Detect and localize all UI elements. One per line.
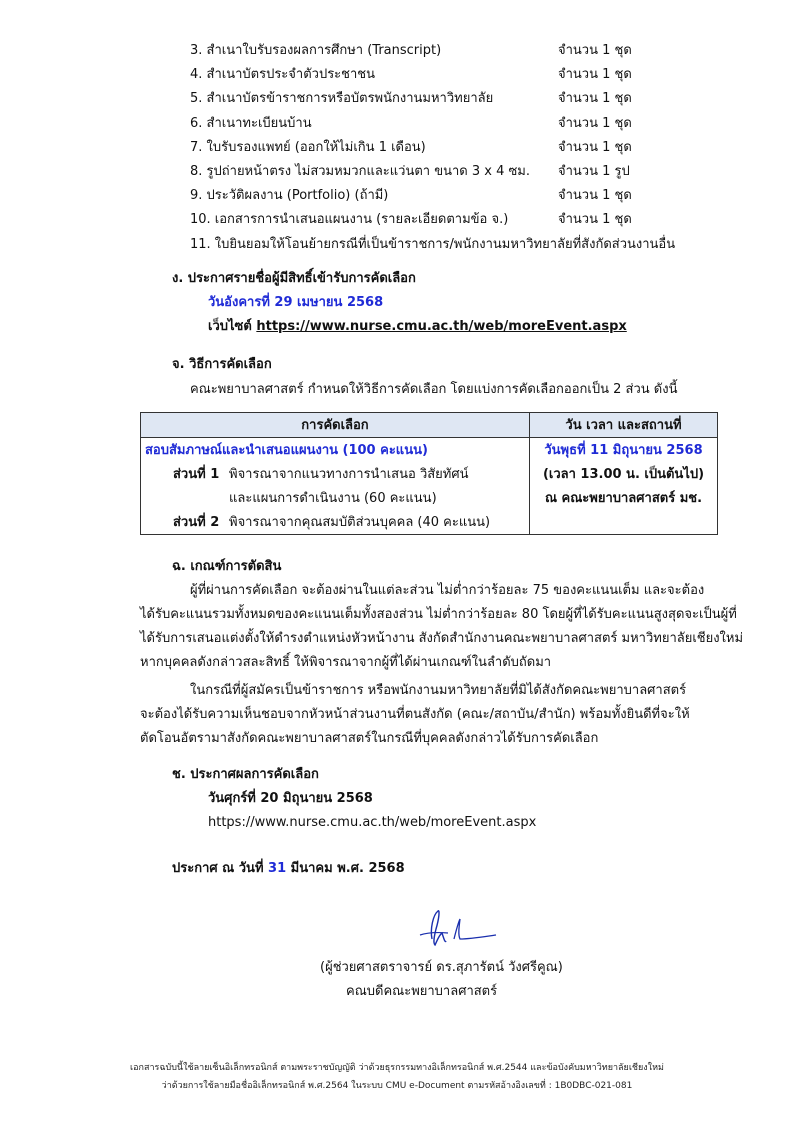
document-item-quantity: จำนวน 1 ชุด bbox=[558, 115, 632, 131]
document-item-quantity: จำนวน 1 ชุด bbox=[558, 139, 632, 155]
announce-eligible-date: วันอังคารที่ 29 เมษายน 2568 bbox=[208, 295, 384, 310]
criteria-paragraph1-line: หากบุคคลดังกล่าวสละสิทธิ์ ให้พิจารณาจากผู้ที่ได้ผ่านเกณฑ์ในลำดับถัดมา bbox=[140, 655, 552, 670]
document-item-quantity: จำนวน 1 ชุด bbox=[558, 67, 632, 83]
schedule-place: ณ คณะพยาบาลศาสตร์ มช. bbox=[544, 491, 703, 506]
criteria-paragraph1-line: ได้รับการเสนอแต่งตั้งให้ดำรงตำแหน่งหัวหน้างาน สังกัดสำนักงานคณะพยาบาลศาสตร์ มหาวิทยาลัยเชียงใหม่ bbox=[140, 631, 744, 646]
criteria-paragraph1-line: ผู้ที่ผ่านการคัดเลือก จะต้องผ่านในแต่ละส่วน ไม่ต่ำกว่าร้อยละ 75 ของคะแนนเต็ม และจะต้อง bbox=[190, 583, 705, 598]
document-item-quantity: จำนวน 1 รูป bbox=[558, 164, 630, 179]
selection-table bbox=[140, 412, 718, 535]
document-item-11: 11. ใบยินยอมให้โอนย้ายกรณีที่เป็นข้าราชการ/พนักงานมหาวิทยาลัยที่สังกัดส่วนงานอื่น bbox=[190, 237, 676, 252]
table-header-row bbox=[141, 413, 718, 438]
signature-image bbox=[418, 905, 502, 951]
part1-text-line1: พิจารณาจากแนวทางการนำเสนอ วิสัยทัศน์ bbox=[229, 467, 469, 482]
table-cell-schedule bbox=[530, 438, 718, 535]
table-cell-method bbox=[141, 438, 530, 535]
document-item-quantity: จำนวน 1 ชุด bbox=[558, 188, 632, 204]
section-heading-selection-method: จ. วิธีการคัดเลือก bbox=[172, 357, 272, 372]
selection-method-intro: คณะพยาบาลศาสตร์ กำหนดให้วิธีการคัดเลือก โดยแบ่งการคัดเลือกออกเป็น 2 ส่วน ดังนี้ bbox=[190, 382, 678, 397]
announcement-prefix: ประกาศ ณ วันที่ bbox=[172, 861, 264, 876]
website-row bbox=[208, 320, 627, 333]
document-item-quantity: จำนวน 1 ชุด bbox=[558, 91, 632, 107]
document-item-quantity: จำนวน 1 ชุด bbox=[558, 212, 632, 228]
criteria-paragraph2-line: ในกรณีที่ผู้สมัครเป็นข้าราชการ หรือพนักงานมหาวิทยาลัยที่มิได้สังกัดคณะพยาบาลศาสตร์ bbox=[190, 683, 687, 698]
results-url[interactable]: https://www.nurse.cmu.ac.th/web/moreEvent.aspx bbox=[208, 815, 537, 830]
part2-label: ส่วนที่ 2 bbox=[173, 515, 220, 530]
document-item-label: 6. สำเนาทะเบียนบ้าน bbox=[190, 115, 312, 131]
section-heading-announce-eligible: ง. ประกาศรายชื่อผู้มีสิทธิ์เข้ารับการคัดเลือก bbox=[172, 271, 416, 286]
criteria-paragraph2-line: ตัดโอนอัตรามาสังกัดคณะพยาบาลศาสตร์ในกรณีที่บุคคลดังกล่าวได้รับการคัดเลือก bbox=[140, 731, 599, 746]
document-item-label: 9. ประวัติผลงาน (Portfolio) (ถ้ามี) bbox=[190, 188, 389, 204]
table-row bbox=[141, 438, 718, 535]
schedule-time: (เวลา 13.00 น. เป็นต้นไป) bbox=[542, 467, 705, 482]
part1-label: ส่วนที่ 1 bbox=[173, 467, 220, 482]
document-item-quantity: จำนวน 1 ชุด bbox=[558, 43, 632, 58]
results-date: วันศุกร์ที่ 20 มิถุนายน 2568 bbox=[208, 791, 373, 806]
website-label: เว็บไซต์ bbox=[208, 319, 252, 334]
schedule-date: วันพุธที่ 11 มิถุนายน 2568 bbox=[544, 443, 703, 458]
announcement-suffix: มีนาคม พ.ศ. 2568 bbox=[290, 861, 405, 876]
part1-text-line2: และแผนการดำเนินงาน (60 คะแนน) bbox=[229, 491, 437, 506]
signatory-title: คณบดีคณะพยาบาลศาสตร์ bbox=[346, 984, 498, 999]
document-item-label: 8. รูปถ่ายหน้าตรง ไม่สวมหมวกและแว่นตา ขนาด 3 x 4 ซม. bbox=[190, 164, 531, 179]
announcement-day: 31 bbox=[268, 861, 287, 876]
criteria-paragraph2-line: จะต้องได้รับความเห็นชอบจากหัวหน้าส่วนงานที่ตนสังกัด (คณะ/สถาบัน/สำนัก) พร้อมทั้งยินดีที่จะให้ bbox=[140, 707, 690, 722]
announcement-date bbox=[172, 862, 405, 875]
document-item-label: 3. สำเนาใบรับรองผลการศึกษา (Transcript) bbox=[190, 43, 442, 58]
criteria-paragraph1-line: ได้รับคะแนนรวมทั้งหมดของคะแนนเต็มทั้งสองส่วน ไม่ต่ำกว่าร้อยละ 80 โดยผู้ที่ได้รับคะแนนสูงสุดจะเป็นผู้ที่ bbox=[140, 607, 737, 622]
footer-line1: เอกสารฉบับนี้ใช้ลายเซ็นอิเล็กทรอนิกส์ ตามพระราชบัญญัติ ว่าด้วยธุรกรรมทางอิเล็กทรอนิกส์ พ.ศ.2544 และข้อบังคับมหาวิทยาลัยเชียงใหม่ bbox=[130, 1063, 664, 1073]
footer-line2: ว่าด้วยการใช้ลายมือชื่ออิเล็กทรอนิกส์ พ.ศ.2564 ในระบบ CMU e-Document ตามรหัสอ้างอิงเลขที่ : 1B0DBC-021-081 bbox=[161, 1081, 633, 1091]
document-item-label: 5. สำเนาบัตรข้าราชการหรือบัตรพนักงานมหาวิทยาลัย bbox=[190, 91, 494, 107]
table-header-selection: การคัดเลือก bbox=[141, 413, 530, 438]
document-item-label: 10. เอกสารการนำเสนอแผนงาน (รายละเอียดตามข้อ จ.) bbox=[190, 212, 509, 228]
document-item-label: 7. ใบรับรองแพทย์ (ออกให้ไม่เกิน 1 เดือน) bbox=[190, 139, 426, 155]
part2-text: พิจารณาจากคุณสมบัติส่วนบุคคล (40 คะแนน) bbox=[229, 515, 491, 530]
section-heading-results: ช. ประกาศผลการคัดเลือก bbox=[172, 767, 319, 782]
method-title: สอบสัมภาษณ์และนำเสนอแผนงาน (100 คะแนน) bbox=[145, 443, 428, 458]
signatory-name: (ผู้ช่วยศาสตราจารย์ ดร.สุภารัตน์ วังศรีคูณ) bbox=[320, 960, 563, 975]
document-item-label: 4. สำเนาบัตรประจำตัวประชาชน bbox=[190, 67, 376, 83]
website-link[interactable]: https://www.nurse.cmu.ac.th/web/moreEvent.aspx bbox=[256, 319, 627, 334]
section-heading-criteria: ฉ. เกณฑ์การตัดสิน bbox=[172, 559, 282, 574]
table-header-schedule: วัน เวลา และสถานที่ bbox=[530, 413, 718, 438]
